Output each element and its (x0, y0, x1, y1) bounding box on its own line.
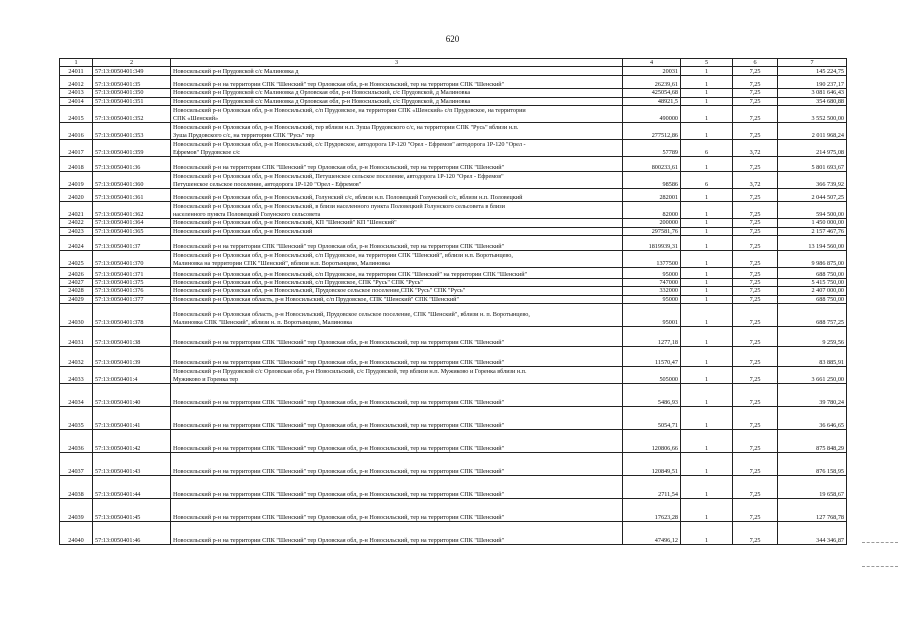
cadastral-value: 688 750,00 (778, 268, 847, 279)
table-row (60, 76, 847, 89)
cadastral-value: 2 407 000,00 (778, 287, 847, 295)
rate-value: 3,72 (733, 140, 778, 157)
cadastral-value: 366 739,92 (778, 172, 847, 189)
parcel-area: 48921,5 (623, 97, 681, 105)
cadastral-number: 57:13:0050401:38 (93, 327, 171, 347)
description-line: Зуша Прудовского с/с, на территории СПК "Русь" тер (173, 131, 315, 139)
category-code: 1 (681, 89, 733, 97)
parcel-area: 5054,71 (623, 407, 681, 430)
cadastral-number: 57:13:0050401:362 (93, 202, 171, 219)
category-code: 1 (681, 76, 733, 89)
category-code: 1 (681, 295, 733, 303)
table-row (60, 67, 847, 76)
table-row (60, 157, 847, 172)
rate-value: 7,25 (733, 97, 778, 105)
parcel-area: 277512,86 (623, 123, 681, 140)
category-code: 1 (681, 327, 733, 347)
description-line: Новосильский р-н на территории СПК "Шенский" тер Орловская обл, р-н Новосильский, тер на территории СПК "Шенский" (173, 421, 505, 429)
description-line: Малиновка СПК "Шенский", вблизи н. п. Воротынцево, Малиновка (173, 318, 352, 326)
parcel-area: 120806,66 (623, 430, 681, 453)
rate-value: 7,25 (733, 499, 778, 522)
category-code: 1 (681, 279, 733, 287)
description-line: Новосильский р-н Орловская обл, р-н Новосильский (173, 227, 313, 235)
row-id: 24029 (60, 295, 93, 303)
cadastral-value: 5 415 750,00 (778, 279, 847, 287)
cadastral-number: 57:13:0050401:351 (93, 97, 171, 105)
column-header-3: 3 (171, 59, 623, 67)
category-code: 1 (681, 453, 733, 476)
parcel-description (171, 219, 623, 227)
margin-mark (862, 566, 898, 567)
category-code: 1 (681, 236, 733, 251)
table-row (60, 522, 847, 545)
table-row (60, 499, 847, 522)
cadastral-number: 57:13:0050401:42 (93, 430, 171, 453)
description-line: Новосильский р-н на территории СПК "Шенский" тер Орловская обл, р-н Новосильский, тер на территории СПК "Шенский" (173, 358, 505, 366)
row-id: 24032 (60, 347, 93, 367)
parcel-description (171, 268, 623, 279)
description-line: Новосильский р-н Орловская обл, р-н Новосильский, тер вблизи н.п. Зуша Прудовского с/с, на территории СПК "Русь" вблизи н.п. (173, 124, 519, 132)
description-line: Новосильский р-н Орловская обл, р-н Новосильский, Голунский с/с, вблизи н.п. Половецкий Голунский с/с, вблизи н.п. Половецкий (173, 193, 523, 201)
parcel-area: 57789 (623, 140, 681, 157)
parcel-description (171, 189, 623, 202)
parcel-area: 747000 (623, 279, 681, 287)
category-code: 1 (681, 499, 733, 522)
rate-value: 7,25 (733, 347, 778, 367)
cadastral-number: 57:13:0050401:375 (93, 279, 171, 287)
row-id: 24038 (60, 476, 93, 499)
description-line: Новосильский р-н на территории СПК "Шенский" тер Орловская обл, р-н Новосильский, тер на территории СПК "Шенский" (173, 81, 505, 88)
cadastral-number: 57:13:0050401:45 (93, 499, 171, 522)
description-line: Новосильский р-н Прудовской с/с Малиновка д Орловская обл, р-н Новосильский, с/с Прудовской, д Малиновка (173, 89, 471, 97)
parcel-description (171, 227, 623, 235)
cadastral-number: 57:13:0050401:378 (93, 304, 171, 327)
cadastral-value: 594 500,00 (778, 202, 847, 219)
parcel-area: 297581,76 (623, 227, 681, 235)
category-code: 1 (681, 347, 733, 367)
rate-value: 7,25 (733, 279, 778, 287)
table-row (60, 367, 847, 384)
rate-value: 7,25 (733, 304, 778, 327)
parcel-description (171, 251, 623, 268)
row-id: 24023 (60, 227, 93, 235)
parcel-description (171, 236, 623, 251)
rate-value: 7,25 (733, 236, 778, 251)
rate-value: 7,25 (733, 76, 778, 89)
parcel-area: 11570,47 (623, 347, 681, 367)
rate-value: 7,25 (733, 295, 778, 303)
description-line: Малиновка на территории СПК "Шенский", вблизи н.п. Воротынцево, Малиновка (173, 259, 390, 267)
parcel-description (171, 367, 623, 384)
row-id: 24036 (60, 430, 93, 453)
column-header-1: 1 (60, 59, 93, 67)
parcel-description (171, 106, 623, 123)
rate-value: 7,25 (733, 123, 778, 140)
parcel-description (171, 97, 623, 105)
cadastral-value: 19 658,67 (778, 476, 847, 499)
cadastral-number: 57:13:0050401:352 (93, 106, 171, 123)
category-code: 1 (681, 219, 733, 227)
category-code: 1 (681, 227, 733, 235)
cadastral-value: 9 259,56 (778, 327, 847, 347)
column-header-4: 4 (623, 59, 681, 67)
parcel-area: 200000 (623, 219, 681, 227)
category-code: 1 (681, 251, 733, 268)
table-row (60, 123, 847, 140)
table-row (60, 407, 847, 430)
cadastral-number: 57:13:0050401:359 (93, 140, 171, 157)
rate-value: 7,25 (733, 287, 778, 295)
rate-value: 7,25 (733, 430, 778, 453)
description-line: Новосильский р-н Прудовской с/с Малиновка д (173, 68, 299, 75)
cadastral-number: 57:13:0050401:4 (93, 367, 171, 384)
column-header-2: 2 (93, 59, 171, 67)
cadastral-value: 3 552 500,00 (778, 106, 847, 123)
rate-value: 7,25 (733, 227, 778, 235)
cadastral-number: 57:13:0050401:41 (93, 407, 171, 430)
rate-value: 3,72 (733, 172, 778, 189)
row-id: 24024 (60, 236, 93, 251)
description-line: Петушенское сельское поселение, автодорога 1Р-120 "Орел - Ефремов" (173, 180, 362, 188)
description-line: Новосильский р-н Орловская обл, р-н Новосильский, с/п Прудовское, СПК "Русь" СПК "Русь" (173, 279, 423, 287)
cadastral-value: 344 346,87 (778, 522, 847, 545)
row-id: 24013 (60, 89, 93, 97)
description-line: населенного пункта Половецкий Голунского сельсовета (173, 210, 321, 218)
parcel-area: 95000 (623, 295, 681, 303)
row-id: 24021 (60, 202, 93, 219)
parcel-area: 98586 (623, 172, 681, 189)
column-header-5: 5 (681, 59, 733, 67)
rate-value: 7,25 (733, 268, 778, 279)
parcel-description (171, 384, 623, 407)
parcel-description (171, 453, 623, 476)
cadastral-value: 2 011 968,24 (778, 123, 847, 140)
cadastral-value: 214 975,08 (778, 140, 847, 157)
description-line: Ефремов" Прудовское с/с (173, 148, 241, 156)
table-row (60, 476, 847, 499)
table-row (60, 304, 847, 327)
parcel-area: 800233,61 (623, 157, 681, 172)
cadastral-number: 57:13:0050401:36 (93, 157, 171, 172)
cadastral-number: 57:13:0050401:371 (93, 268, 171, 279)
row-id: 24014 (60, 97, 93, 105)
category-code: 6 (681, 172, 733, 189)
table-row (60, 236, 847, 251)
parcel-description (171, 67, 623, 76)
cadastral-value: 36 646,65 (778, 407, 847, 430)
description-line: Новосильский р-н Орловская обл, р-н Новосильский, с/п Прудовское, на территории СПК "Шенский" на территории СПК "Шенский" (173, 270, 528, 278)
table-row (60, 97, 847, 105)
row-id: 24035 (60, 407, 93, 430)
table-row (60, 202, 847, 219)
rate-value: 7,25 (733, 189, 778, 202)
description-line: Новосильский р-н на территории СПК "Шенский" тер Орловская обл, р-н Новосильский, тер на территории СПК "Шенский" (173, 242, 505, 250)
category-code: 1 (681, 97, 733, 105)
row-id: 24011 (60, 67, 93, 76)
table-row (60, 89, 847, 97)
cadastral-number: 57:13:0050401:376 (93, 287, 171, 295)
category-code: 1 (681, 189, 733, 202)
description-line: Мужиково и Горенка тер (173, 375, 239, 383)
rate-value: 7,25 (733, 67, 778, 76)
cadastral-value: 5 801 693,67 (778, 157, 847, 172)
parcel-description (171, 123, 623, 140)
description-line: Новосильский р-н Прудовской с/с Малиновка д Орловская обл, р-н Новосильский, с/с Прудовской, д Малиновка (173, 97, 471, 105)
category-code: 1 (681, 522, 733, 545)
rate-value: 7,25 (733, 407, 778, 430)
row-id: 24018 (60, 157, 93, 172)
parcel-area: 95000 (623, 268, 681, 279)
row-id: 24039 (60, 499, 93, 522)
description-line: Новосильский р-н Орловская обл, р-н Новосильский, Прудовское сельское поселение,СПК "Русь" СПК "Русь" (173, 287, 466, 295)
cadastral-value: 9 986 875,00 (778, 251, 847, 268)
parcel-area: 505000 (623, 367, 681, 384)
parcel-description (171, 89, 623, 97)
table-row (60, 347, 847, 367)
parcel-description (171, 407, 623, 430)
rate-value: 7,25 (733, 367, 778, 384)
parcel-area: 332000 (623, 287, 681, 295)
parcel-area: 95001 (623, 304, 681, 327)
parcel-area: 425054,68 (623, 89, 681, 97)
description-line: Новосильский р-н Орловская область, р-н Новосильский, Прудовское сельское поселение, СПК "Шенский", вблизи н. п. Воротынцево, (173, 311, 530, 319)
description-line: Новосильский р-н Орловская обл, р-н Новосильский, в близи населенного пункта Половецкий Голунского сельсовета в близи (173, 203, 505, 211)
parcel-area: 20031 (623, 67, 681, 76)
description-line: Новосильский р-н на территории СПК "Шенский" тер Орловская обл, р-н Новосильский, тер на территории СПК "Шенский" (173, 398, 505, 406)
cadastral-value: 83 885,91 (778, 347, 847, 367)
category-code: 1 (681, 384, 733, 407)
parcel-area: 1377500 (623, 251, 681, 268)
parcel-description (171, 76, 623, 89)
parcel-description (171, 157, 623, 172)
row-id: 24020 (60, 189, 93, 202)
cadastral-number: 57:13:0050401:360 (93, 172, 171, 189)
parcel-area: 120849,51 (623, 453, 681, 476)
cadastral-value: 190 237,17 (778, 76, 847, 89)
table-body (60, 67, 847, 545)
category-code: 1 (681, 287, 733, 295)
description-line: Новосильский р-н Орловская обл, р-н Новосильский, с/п Прудовское, на территории СПК "Шенский", вблизи н.п. Воротынцево, (173, 252, 513, 260)
cadastral-number: 57:13:0050401:377 (93, 295, 171, 303)
row-id: 24026 (60, 268, 93, 279)
description-line: СПК «Шенский» (173, 114, 219, 122)
description-line: Новосильский р-н Орловская обл, р-н Новосильский, Петушенское сельское поселение, автодорога 1Р-120 "Орел - Ефремов" (173, 173, 504, 181)
parcel-area: 26239,61 (623, 76, 681, 89)
rate-value: 7,25 (733, 327, 778, 347)
parcel-area: 47496,12 (623, 522, 681, 545)
table-row (60, 268, 847, 279)
description-line: Новосильский р-н на территории СПК "Шенский" тер Орловская обл, р-н Новосильский, тер на территории СПК "Шенский" (173, 513, 505, 521)
land-registry-table (59, 58, 847, 545)
rate-value: 7,25 (733, 384, 778, 407)
table-row (60, 453, 847, 476)
row-id: 24028 (60, 287, 93, 295)
row-id: 24015 (60, 106, 93, 123)
table-row (60, 295, 847, 303)
rate-value: 7,25 (733, 453, 778, 476)
description-line: Новосильский р-н Орловская область, р-н Новосильский, с/п Прудовское, СПК "Шенский" СПК "Шенский" (173, 295, 459, 303)
category-code: 1 (681, 476, 733, 499)
table-row (60, 327, 847, 347)
cadastral-number: 57:13:0050401:43 (93, 453, 171, 476)
row-id: 24012 (60, 76, 93, 89)
category-code: 1 (681, 430, 733, 453)
row-id: 24040 (60, 522, 93, 545)
category-code: 1 (681, 67, 733, 76)
row-id: 24030 (60, 304, 93, 327)
category-code: 1 (681, 202, 733, 219)
row-id: 24019 (60, 172, 93, 189)
table-row (60, 279, 847, 287)
rate-value: 7,25 (733, 202, 778, 219)
parcel-description (171, 140, 623, 157)
cadastral-value: 145 224,75 (778, 67, 847, 76)
category-code: 1 (681, 367, 733, 384)
parcel-description (171, 287, 623, 295)
parcel-description (171, 476, 623, 499)
row-id: 24034 (60, 384, 93, 407)
parcel-area: 1277,18 (623, 327, 681, 347)
row-id: 24022 (60, 219, 93, 227)
description-line: Новосильский р-н на территории СПК "Шенский" тер Орловская обл, р-н Новосильский, тер на территории СПК "Шенский" (173, 338, 505, 346)
parcel-description (171, 295, 623, 303)
parcel-area: 490000 (623, 106, 681, 123)
description-line: Новосильский р-н Орловская обл, р-н Новосильский, КП "Шенский" КП "Шенский" (173, 219, 397, 227)
row-id: 24037 (60, 453, 93, 476)
parcel-area: 1819939,31 (623, 236, 681, 251)
row-id: 24025 (60, 251, 93, 268)
table-row (60, 140, 847, 157)
rate-value: 7,25 (733, 89, 778, 97)
cadastral-value: 354 680,88 (778, 97, 847, 105)
parcel-description (171, 327, 623, 347)
cadastral-value: 876 158,95 (778, 453, 847, 476)
parcel-description (171, 172, 623, 189)
table-row (60, 106, 847, 123)
table-row (60, 172, 847, 189)
description-line: Новосильский р-н на территории СПК "Шенский" тер Орловская обл, р-н Новосильский, тер на территории СПК "Шенский" (173, 490, 505, 498)
cadastral-value: 13 194 560,00 (778, 236, 847, 251)
cadastral-value: 688 750,00 (778, 295, 847, 303)
cadastral-value: 688 757,25 (778, 304, 847, 327)
cadastral-number: 57:13:0050401:365 (93, 227, 171, 235)
description-line: Новосильский р-н на территории СПК "Шенский" тер Орловская обл, р-н Новосильский, тер на территории СПК "Шенский" (173, 536, 505, 544)
cadastral-number: 57:13:0050401:370 (93, 251, 171, 268)
row-id: 24031 (60, 327, 93, 347)
rate-value: 7,25 (733, 251, 778, 268)
table-row (60, 384, 847, 407)
category-code: 1 (681, 106, 733, 123)
table-row (60, 227, 847, 235)
parcel-description (171, 304, 623, 327)
cadastral-number: 57:13:0050401:44 (93, 476, 171, 499)
row-id: 24017 (60, 140, 93, 157)
rate-value: 7,25 (733, 522, 778, 545)
description-line: Новосильский р-н Прудовской с/с Орловская обл, р-н Новосильский, с/с Прудовской, тер вблизи н.п. Мужиково и Горенка вблизи н.п. (173, 368, 527, 376)
category-code: 1 (681, 268, 733, 279)
cadastral-number: 57:13:0050401:353 (93, 123, 171, 140)
column-header-7: 7 (778, 59, 847, 67)
parcel-description (171, 522, 623, 545)
page-number: 620 (445, 34, 460, 44)
cadastral-value: 2 044 507,25 (778, 189, 847, 202)
header-row (60, 59, 847, 67)
table-row (60, 430, 847, 453)
rate-value: 7,25 (733, 157, 778, 172)
cadastral-number: 57:13:0050401:350 (93, 89, 171, 97)
cadastral-number: 57:13:0050401:37 (93, 236, 171, 251)
parcel-area: 82000 (623, 202, 681, 219)
cadastral-value: 875 848,29 (778, 430, 847, 453)
row-id: 24027 (60, 279, 93, 287)
description-line: Новосильский р-н Орловская обл, р-н Новосильский, с/с Прудовское, автодорога 1Р-120 "Орел - Ефремов" автодорога 1Р-120 "Орел - (173, 141, 526, 149)
parcel-description (171, 202, 623, 219)
category-code: 1 (681, 123, 733, 140)
cadastral-number: 57:13:0050401:361 (93, 189, 171, 202)
parcel-description (171, 279, 623, 287)
cadastral-number: 57:13:0050401:46 (93, 522, 171, 545)
category-code: 1 (681, 157, 733, 172)
cadastral-value: 39 780,24 (778, 384, 847, 407)
cadastral-number: 57:13:0050401:364 (93, 219, 171, 227)
margin-mark (862, 542, 898, 543)
cadastral-number: 57:13:0050401:39 (93, 347, 171, 367)
description-line: Новосильский р-н на территории СПК "Шенский" тер Орловская обл, р-н Новосильский, тер на территории СПК "Шенский" (173, 444, 505, 452)
row-id: 24033 (60, 367, 93, 384)
parcel-area: 5486,93 (623, 384, 681, 407)
parcel-description (171, 347, 623, 367)
parcel-description (171, 499, 623, 522)
rate-value: 7,25 (733, 106, 778, 123)
cadastral-number: 57:13:0050401:35 (93, 76, 171, 89)
category-code: 1 (681, 304, 733, 327)
table-row (60, 189, 847, 202)
cadastral-number: 57:13:0050401:349 (93, 67, 171, 76)
description-line: Новосильский р-н на территории СПК "Шенский" тер Орловская обл, р-н Новосильский, тер на территории СПК "Шенский" (173, 163, 505, 171)
parcel-area: 17623,28 (623, 499, 681, 522)
category-code: 1 (681, 407, 733, 430)
column-header-6: 6 (733, 59, 778, 67)
parcel-area: 2711,54 (623, 476, 681, 499)
category-code: 6 (681, 140, 733, 157)
cadastral-value: 3 081 646,43 (778, 89, 847, 97)
cadastral-value: 127 768,78 (778, 499, 847, 522)
parcel-area: 282001 (623, 189, 681, 202)
table-row (60, 251, 847, 268)
cadastral-value: 1 450 000,00 (778, 219, 847, 227)
table-row (60, 287, 847, 295)
parcel-description (171, 430, 623, 453)
row-id: 24016 (60, 123, 93, 140)
table-row (60, 219, 847, 227)
rate-value: 7,25 (733, 219, 778, 227)
description-line: Новосильский р-н на территории СПК "Шенский" тер Орловская обл, р-н Новосильский, тер на территории СПК "Шенский" (173, 467, 505, 475)
cadastral-number: 57:13:0050401:40 (93, 384, 171, 407)
rate-value: 7,25 (733, 476, 778, 499)
cadastral-value: 2 157 467,76 (778, 227, 847, 235)
cadastral-value: 3 661 250,00 (778, 367, 847, 384)
description-line: Новосильский р-н Орловская обл, р-н Новосильский, с/п Прудовское, на территории СПК «Шенский» с/п Прудовское, на территории (173, 107, 526, 115)
